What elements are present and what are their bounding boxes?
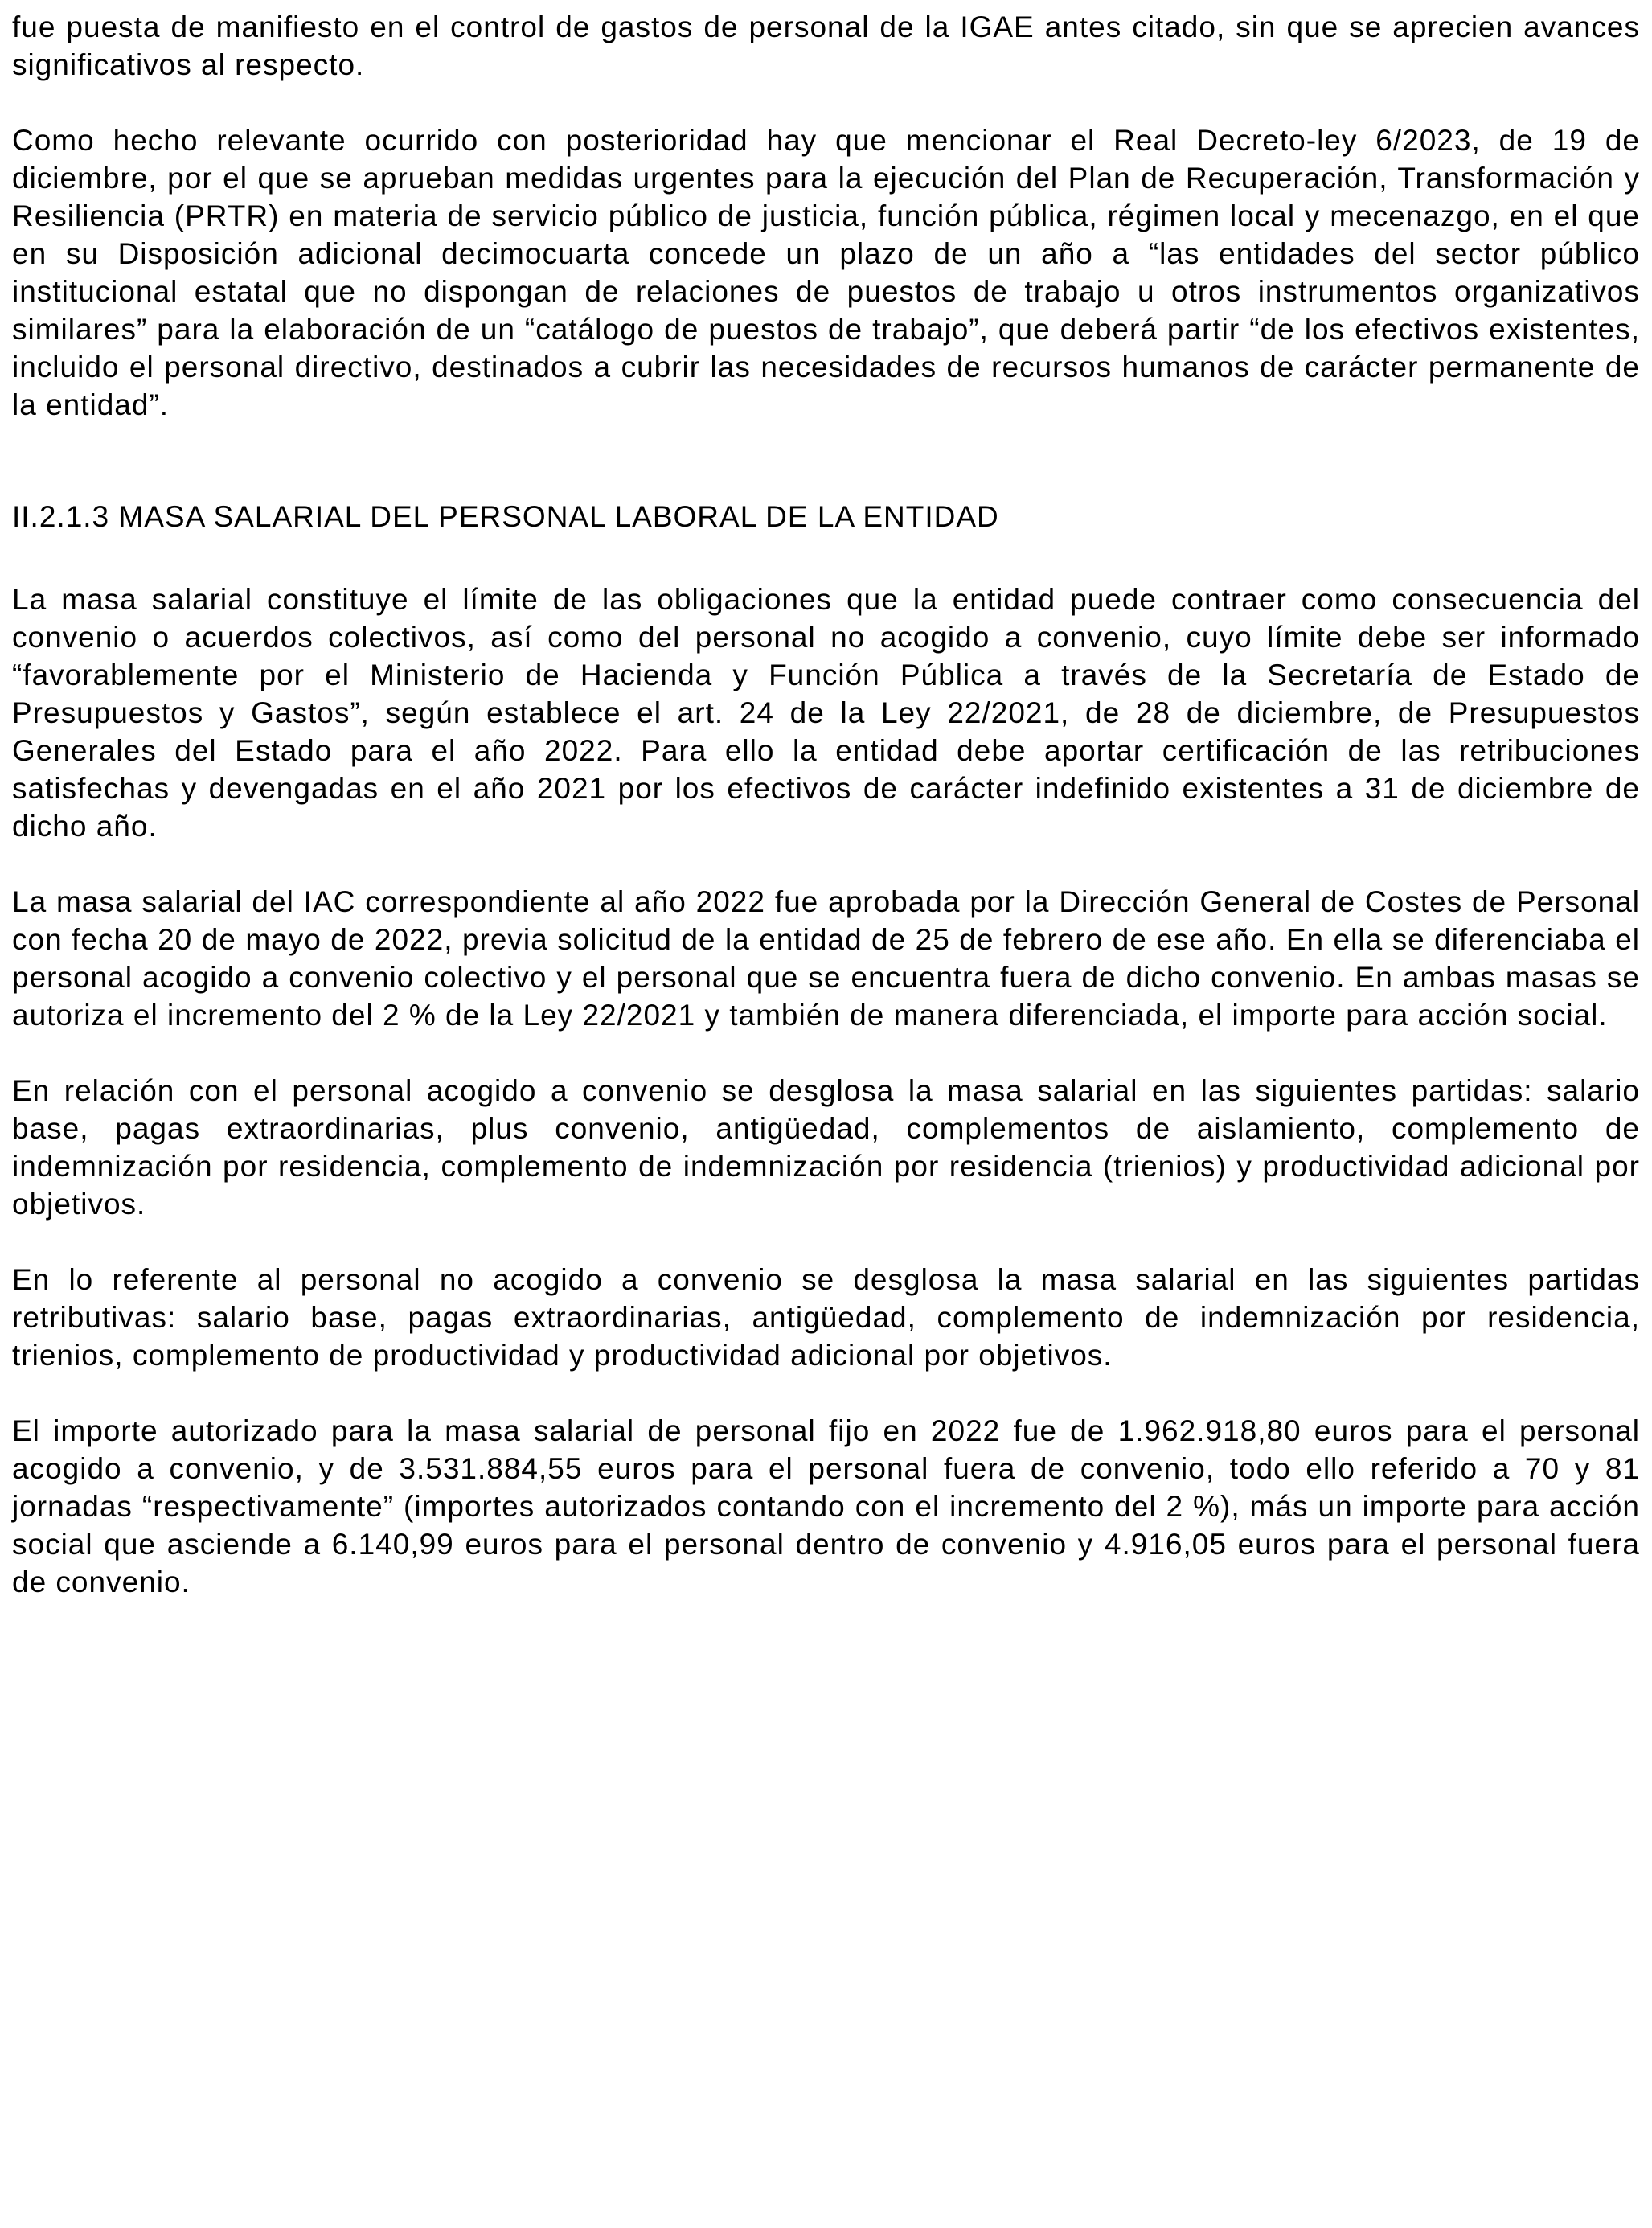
paragraph-masa-salarial-limite: La masa salarial constituye el límite de las obligaciones que la entidad puede contraer como consecuencia del convenio o acuerdos colectivos, así como del personal no acogido a convenio, cuyo límite debe ser informado “favorablemente por el Ministerio de Hacienda y Función Pública a través de la Secretaría de Estado de Presupuestos y Gastos”, según establece el art. 24 de la Ley 22/2021, de 28 de diciembre, de Presupuestos Generales del Estado para el año 2022. Para ello la entidad debe aportar certificación de las retribuciones satisfechas y devengadas en el año 2021 por los efectivos de carácter indefinido existentes a 31 de diciembre de dicho año. bbox=[12, 583, 1640, 843]
paragraph-intro-continuation: fue puesta de manifiesto en el control de gastos de personal de la IGAE antes citado, sin que se aprecien avances significativos al respecto. bbox=[12, 10, 1640, 81]
paragraph-desglose-personal-no-convenio: En lo referente al personal no acogido a convenio se desglosa la masa salarial en las siguientes partidas retributivas: salario base, pagas extraordinarias, antigüedad, complemento de indemnización por residencia, trienios, complemento de productividad y productividad adicional por objetivos. bbox=[12, 1263, 1640, 1372]
paragraph-masa-salarial-iac-2022: La masa salarial del IAC correspondiente al año 2022 fue aprobada por la Dirección General de Costes de Personal con fecha 20 de mayo de 2022, previa solicitud de la entidad de 25 de febrero de ese año. En ella se diferenciaba el personal acogido a convenio colectivo y el personal que se encuentra fuera de dicho convenio. En ambas masas se autoriza el incremento del 2 % de la Ley 22/2021 y también de manera diferenciada, el importe para acción social. bbox=[12, 885, 1640, 1032]
paragraph-importe-autorizado-2022: El importe autorizado para la masa salarial de personal fijo en 2022 fue de 1.962.918,80 euros para el personal acogido a convenio, y de 3.531.884,55 euros para el personal fuera de convenio, todo ello referido a 70 y 81 jornadas “respectivamente” (importes autorizados contando con el incremento del 2 %), más un importe para acción social que asciende a 6.140,99 euros para el personal dentro de convenio y 4.916,05 euros para el personal fuera de convenio. bbox=[12, 1414, 1640, 1598]
paragraph-desglose-personal-convenio: En relación con el personal acogido a convenio se desglosa la masa salarial en las siguientes partidas: salario base, pagas extraordinarias, plus convenio, antigüedad, complementos de aislamiento, complemento de indemnización por residencia, complemento de indemnización por residencia (trienios) y productividad adicional por objetivos. bbox=[12, 1074, 1640, 1221]
section-heading-masa-salarial: II.2.1.3 MASA SALARIAL DEL PERSONAL LABORAL DE LA ENTIDAD bbox=[12, 500, 999, 533]
paragraph-real-decreto-ley: Como hecho relevante ocurrido con posterioridad hay que mencionar el Real Decreto-ley 6/2023, de 19 de diciembre, por el que se aprueban medidas urgentes para la ejecución del Plan de Recuperación, Transformación y Resiliencia (PRTR) en materia de servicio público de justicia, función pública, régimen local y mecenazgo, en el que en su Disposición adicional decimocuarta concede un plazo de un año a “las entidades del sector público institucional estatal que no dispongan de relaciones de puestos de trabajo u otros instrumentos organizativos similares” para la elaboración de un “catálogo de puestos de trabajo”, que deberá partir “de los efectivos existentes, incluido el personal directivo, destinados a cubrir las necesidades de recursos humanos de carácter permanente de la entidad”. bbox=[12, 124, 1640, 421]
